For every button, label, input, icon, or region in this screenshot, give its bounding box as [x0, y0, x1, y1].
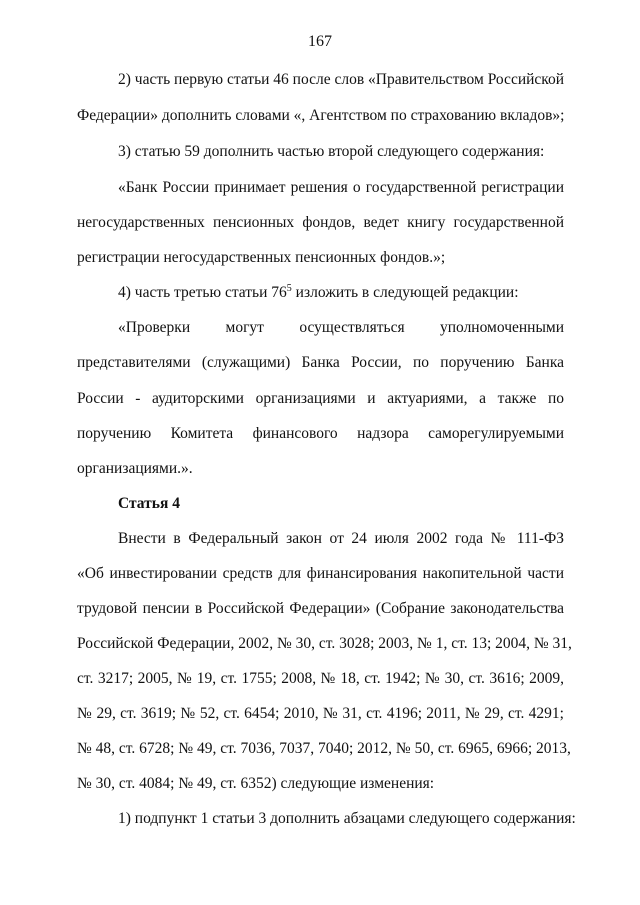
text-line: «Банк России принимает решения о государственной регистрации: [118, 179, 564, 196]
text-line: трудовой пенсии в Российской Федерации» (Собрание законодательства: [77, 600, 564, 617]
text-fragment: 4) часть третью статьи 76: [118, 284, 287, 301]
text-line: Российской Федерации, 2002, № 30, ст. 3028; 2003, № 1, ст. 13; 2004, № 31,: [77, 635, 572, 652]
text-line: № 29, ст. 3619; № 52, ст. 6454; 2010, № 31, ст. 4196; 2011, № 29, ст. 4291;: [77, 705, 564, 722]
text-line: организациями.».: [77, 460, 193, 477]
text-fragment: изложить в следующей редакции:: [291, 284, 519, 301]
text-line: «Проверки могут осуществляться уполномоченными: [118, 319, 564, 336]
text-line: Федерации» дополнить словами «, Агентством по страхованию вкладов»;: [77, 107, 565, 124]
text-line: 3) статью 59 дополнить частью второй следующего содержания:: [118, 143, 545, 160]
text-line: Внести в Федеральный закон от 24 июля 2002 года № 111-ФЗ: [118, 530, 564, 547]
text-line: 1) подпункт 1 статьи 3 дополнить абзацами следующего содержания:: [118, 810, 576, 827]
text-line: № 30, ст. 4084; № 49, ст. 6352) следующие изменения:: [77, 775, 435, 792]
text-line: [118, 283, 564, 303]
superscript: 5: [286, 282, 292, 294]
text-line: регистрации негосударственных пенсионных фондов.»;: [77, 249, 446, 266]
text-line: негосударственных пенсионных фондов, ведет книгу государственной: [77, 214, 564, 231]
page-number: 167: [308, 33, 332, 50]
text-line: «Об инвестировании средств для финансирования накопительной части: [77, 565, 564, 582]
text-line: 2) часть первую статьи 46 после слов «Правительством Российской: [118, 71, 565, 88]
text-line: поручению Комитета финансового надзора саморегулируемыми: [77, 425, 564, 442]
article-heading: Статья 4: [118, 495, 180, 512]
text-line: № 48, ст. 6728; № 49, ст. 7036, 7037, 7040; 2012, № 50, ст. 6965, 6966; 2013,: [77, 740, 571, 757]
text-line: ст. 3217; 2005, № 19, ст. 1755; 2008, № 18, ст. 1942; № 30, ст. 3616; 2009,: [77, 670, 564, 687]
text-line: представителями (служащими) Банка России, по поручению Банка: [77, 354, 564, 371]
text-line: России - аудиторскими организациями и актуариями, а также по: [77, 390, 564, 407]
